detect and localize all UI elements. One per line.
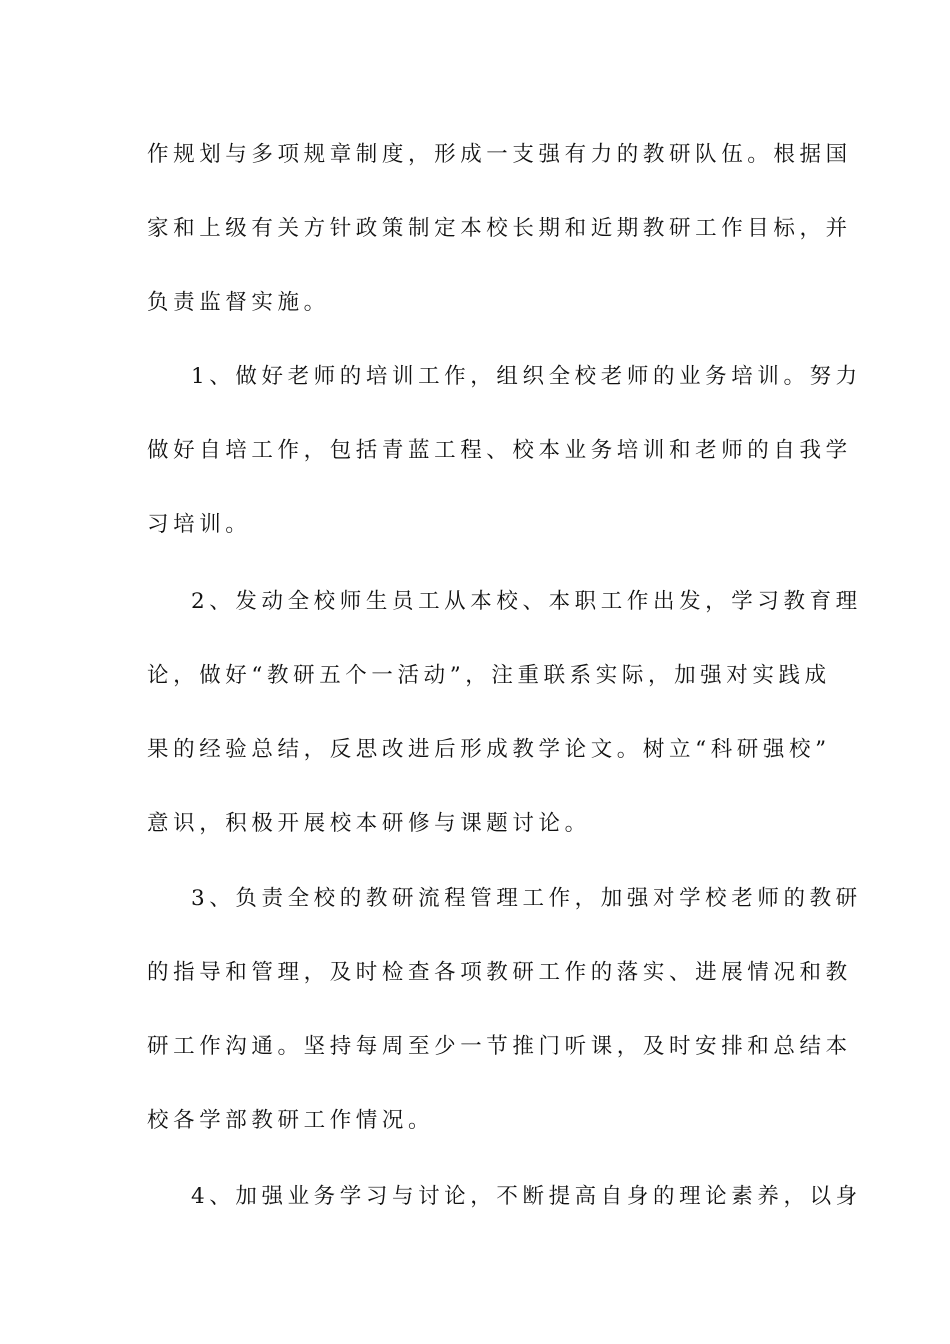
text-line: 习培训。 xyxy=(147,512,252,537)
text-line: 做好自培工作，包括青蓝工程、校本业务培训和老师的自我学 xyxy=(147,438,852,463)
text-line: 意识，积极开展校本研修与课题讨论。 xyxy=(147,811,591,836)
text-line: 家和上级有关方针政策制定本校长期和近期教研工作目标，并 xyxy=(147,216,852,241)
text-line: 的指导和管理，及时检查各项教研工作的落实、进展情况和教 xyxy=(147,960,852,985)
text-line: 负责监督实施。 xyxy=(147,290,330,315)
text-line: 1、做好老师的培训工作，组织全校老师的业务培训。努力 xyxy=(191,364,862,389)
text-line: 校各学部教研工作情况。 xyxy=(147,1108,435,1133)
text-line: 3、负责全校的教研流程管理工作，加强对学校老师的教研 xyxy=(191,886,862,911)
text-line: 研工作沟通。坚持每周至少一节推门听课，及时安排和总结本 xyxy=(147,1034,852,1059)
text-line: 作规划与多项规章制度，形成一支强有力的教研队伍。根据国 xyxy=(147,142,852,167)
text-line: 4、加强业务学习与讨论，不断提高自身的理论素养，以身 xyxy=(191,1184,862,1209)
text-line: 论，做好“教研五个一活动”，注重联系实际，加强对实践成 xyxy=(147,663,831,688)
text-line: 2、发动全校师生员工从本校、本职工作出发，学习教育理 xyxy=(191,589,862,614)
text-line: 果的经验总结，反思改进后形成教学论文。树立“科研强校” xyxy=(147,737,831,762)
